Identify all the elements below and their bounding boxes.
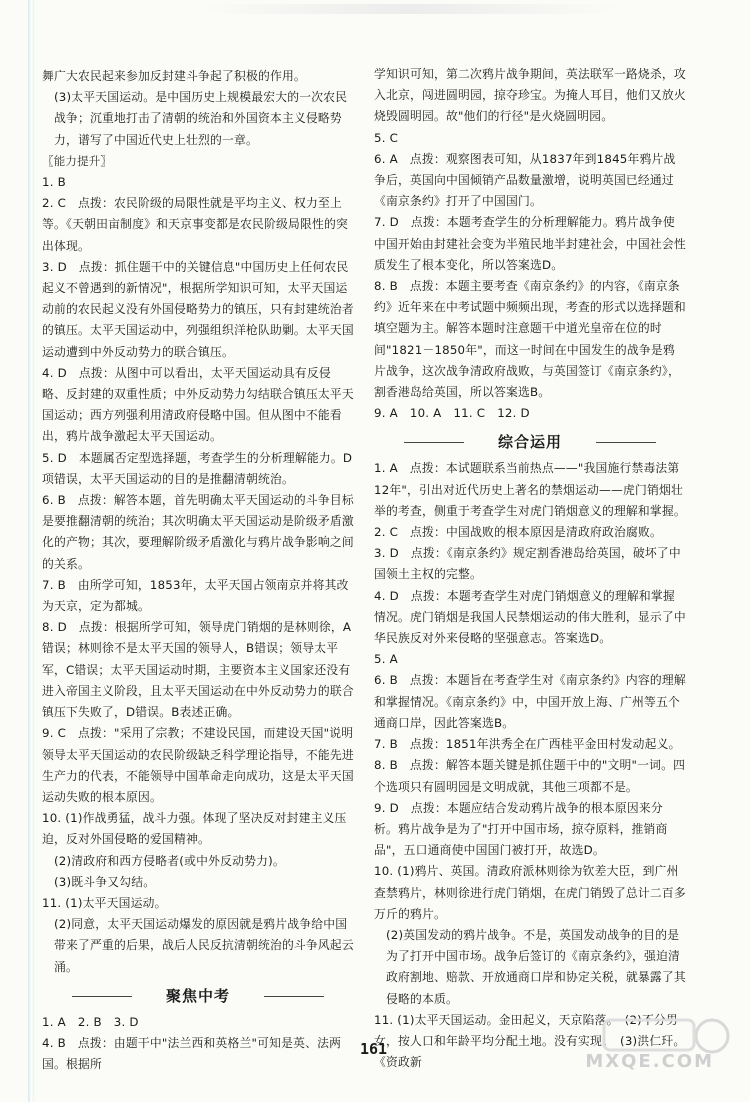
answer-paragraph: 4. D 点拨：本题考查学生对虎门销烟意义的理解和掌握情况。虎门销烟是我国人民禁烟运动的伟大胜利，显示了中华民族反对外来侵略的坚强意志。答案选D。: [374, 588, 686, 646]
page-number: 161: [360, 1040, 388, 1058]
answer-paragraph: 2. C 点拨：中国战败的根本原因是清政府政治腐败。: [374, 525, 662, 540]
answer-paragraph: 9. A 10. A 11. C 12. D: [374, 406, 530, 421]
answer-paragraph: 7. D 点拨：本题考查学生的分析理解能力。鸦片战争使中国开始由封建社会变为半殖民地半封建社会，中国社会性质发生了根本变化，所以答案选D。: [374, 215, 686, 272]
right-column: [374, 64, 686, 1073]
answer-paragraph: (3)太平天国运动。是中国历史上规模最宏大的一次农民战争；沉重地打击了清朝的统治和外国资本主义侵略势力，谱写了中国近代史上壮烈的一章。: [54, 90, 348, 147]
section-title-focus-exam: 聚焦中考: [42, 984, 354, 1008]
answer-paragraph: 5. A: [374, 652, 398, 667]
answer-paragraph: 11. (1)太平天国运动。金田起义，天京陷落。 (2)不分男女，按人口和年龄平均分配土地。没有实现。 (3)洪仁玕。《资政新: [374, 1012, 686, 1070]
answer-paragraph: 8. D 点拨：根据所学可知，领导虎门销烟的是林则徐，A错误；林则徐不是太平天国的领导人，B错误；领导太平军，C错误；太平天国运动时期，主要资本主义国家还没有进入帝国主义阶段，且太平天国运动在中外反动势力的联合镇压下失败了，D错误。B表述正确。: [42, 620, 354, 720]
answer-paragraph: 5. D 本题属否定型选择题，考查学生的分析理解能力。D项错误，太平天国运动的目的是推翻清朝统治。: [42, 450, 353, 486]
answer-paragraph: 9. D 点拨：本题应结合发动鸦片战争的根本原因来分析。鸦片战争是为了"打开中国市场，掠夺原料，推销商品"，五口通商使中国国门被打开，故选D。: [374, 800, 668, 858]
answer-paragraph: 11. (1)太平天国运动。: [42, 895, 167, 910]
answer-paragraph: 1. A 点拨：本试题联系当前热点——"我国施行禁毒法第12年"，引出对近代历史上著名的禁烟运动——虎门销烟壮举的考查，侧重于考查学生对虎门销烟意义的理解和掌握。: [374, 461, 686, 518]
answer-paragraph: (2)清政府和西方侵略者(或中外反动势力)。: [54, 853, 285, 868]
watermark-logo: [584, 1014, 734, 1080]
answer-paragraph: (2)同意，太平天国运动爆发的原因就是鸦片战争给中国带来了严重的后果，战后人民反抗清朝统治的斗争风起云涌。: [54, 917, 354, 974]
subsection-label: 〖能力提升〗: [42, 153, 113, 168]
answer-paragraph: 10. (1)鸦片、英国。清政府派林则徐为钦差大臣，到广州查禁鸦片，林则徐进行虎门销烟，在虎门销毁了总计二百多万斤的鸦片。: [374, 864, 686, 921]
answer-paragraph: 7. B 由所学可知，1853年，太平天国占领南京并将其改为天京，定为都城。: [42, 577, 349, 614]
answer-paragraph: 9. C 点拨："采用了宗教；不建设民国，而建设天国"说明领导太平天国运动的农民阶级缺乏科学理论指导，不能先进生产力的代表，不能领导中国革命走向成功，这是太平天国运动失败的根本原因。: [42, 726, 354, 804]
answer-paragraph: 1. A 2. B 3. D: [42, 1014, 139, 1029]
answer-paragraph: 6. A 点拨：观察图表可知，从1837年到1845年鸦片战争后，英国向中国倾销产品数量激增，说明英国已经通过《南京条约》打开了中国国门。: [374, 151, 676, 209]
answer-paragraph: (2)英国发动的鸦片战争。不是，英国发动战争的目的是为了打开中国市场。战争后签订的《南京条约》，强迫清政府割地、赔款、开放通商口岸和协定关税，就暴露了其侵略的本质。: [386, 927, 686, 1006]
answer-paragraph: 8. B 点拨：本题主要考查《南京条约》的内容，《南京条约》近年来在中考试题中频频出现，考查的形式以选择题和填空题为主。解答本题时注意题干中道光皇帝在位的时间"1821－1850年"，而这一时间在中国发生的战争是鸦片战争，这次战争清政府战败，与英国签订《南京条约》，割香港岛给英国，所以答案选B。: [374, 279, 686, 400]
answer-paragraph: 1. B: [42, 175, 66, 190]
answer-paragraph: 6. B 点拨：本题旨在考查学生对《南京条约》内容的理解和掌握情况。《南京条约》中，中国开放上海、广州等五个通商口岸，因此答案选B。: [374, 673, 686, 730]
answer-paragraph: 4. B 点拨：由题干中"法兰西和英格兰"可知是英、法两国。根据所: [42, 1035, 342, 1072]
answer-paragraph: 8. B 点拨：解答本题关键是抓住题干中的"文明"一词。四个选项只有圆明园是文明成就，其他三项都不是。: [374, 758, 686, 794]
answer-paragraph: 学知识可知，第二次鸦片战争期间，英法联军一路烧杀，攻入北京，闯进圆明园，掠夺珍宝。为掩人耳目，他们又放火烧毁圆明园。故"他们的行径"是火烧圆明园。: [374, 67, 686, 124]
answer-paragraph: 舞广大农民起来参加反封建斗争起了积极的作用。: [42, 69, 306, 83]
answer-paragraph: 7. B 点拨：1851年洪秀全在广西桂平金田村发动起义。: [374, 737, 681, 752]
answer-paragraph: 3. D 点拨：《南京条约》规定割香港岛给英国，破坏了中国领土主权的完整。: [374, 546, 681, 582]
answer-paragraph: 3. D 点拨：抓住题干中的关键信息"中国历史上任何农民起义不曾遇到的新情况"，根据所学知识可知，太平天国运动前的农民起义没有外国侵略势力的镇压，只有封建统治者的镇压。太平天国运动中，列强组织洋枪队助剿。太平天国运动遭到中外反动势力的联合镇压。: [42, 259, 354, 359]
answer-paragraph: 10. (1)作战勇猛，战斗力强。体现了坚决反对封建主义压迫，反对外国侵略的爱国精神。: [42, 811, 347, 847]
watermark-text: MXQE.COM: [585, 1051, 714, 1072]
section-title-comprehensive: 综合运用: [374, 430, 686, 454]
answer-paragraph: 6. B 点拨：解答本题，首先明确太平天国运动的斗争目标是要推翻清朝的统治；其次明确太平天国运动是阶级矛盾激化的产物；其次，要理解阶级矛盾激化与鸦片战争影响之间的关系。: [42, 493, 354, 571]
answer-paragraph: 4. D 点拨：从图中可以看出，太平天国运动具有反侵略、反封建的双重性质；中外反动势力勾结联合镇压太平天国运动；西方列强利用清政府侵略中国。但从图中不能看出，鸦片战争激起太平天国运动。: [42, 365, 354, 444]
answer-paragraph: (3)既斗争又勾结。: [54, 874, 156, 889]
answer-paragraph: 5. C: [374, 130, 399, 145]
answer-paragraph: 2. C 点拨：农民阶级的局限性就是平均主义、权力至上等。《天朝田亩制度》和天京事变都是农民阶级局限性的突出体现。: [42, 196, 349, 253]
left-column: [42, 66, 354, 1075]
binding-spine: [28, 0, 34, 1102]
top-header-fade: [200, 4, 620, 14]
